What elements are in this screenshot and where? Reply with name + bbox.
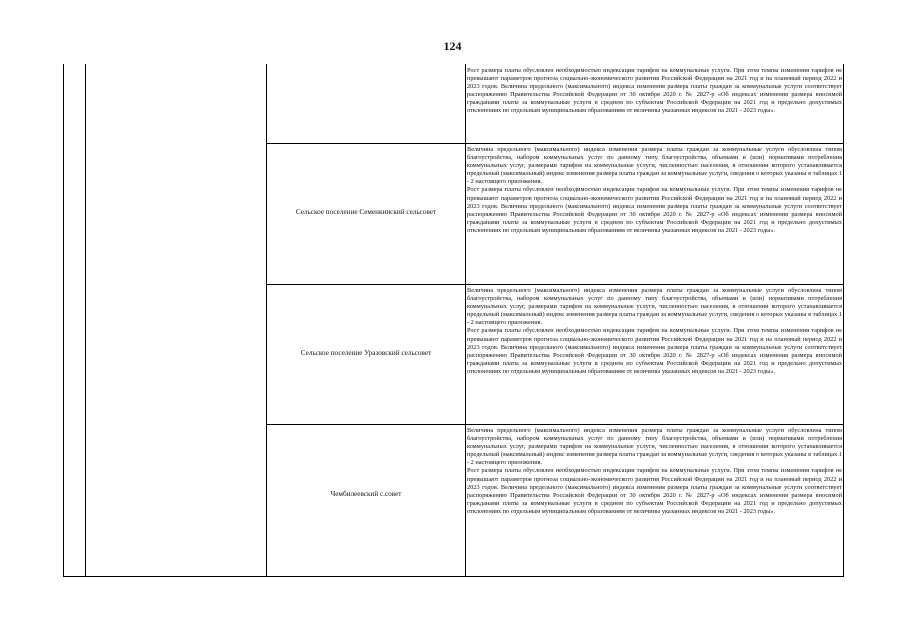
row-divider <box>266 424 844 425</box>
municipality-name: Чембилеевский с.совет <box>330 490 402 498</box>
municipality-name: Сельское поселение Семенкинский сельсовет <box>295 208 437 216</box>
paragraph: Рост размера платы обусловлен необходимостью индексации тарифов на коммунальные услуги. При этом темпы изменения тарифов не превышают параметров прогноза социально-экономического развития Российской Федерации на 2021 год и на плановый период 2022 и 2023 годов. Величина предельного (максимального) индекса изменения размера платы граждан за коммунальные услуги соответствует распоряжению Правительства Российской Федерации от 30 октября 2020 г. № 2827-р «Об индексах изменения размера вносимой гражданами платы за коммунальные услуги в среднем по субъектам Российской Федерации на 2021 год и предельно допустимых отклонениях по отдельным муниципальным образованиям от величины указанных индексов на 2021 - 2023 годы». <box>467 327 842 375</box>
table-column-divider <box>85 64 86 577</box>
paragraph: Рост размера платы обусловлен необходимостью индексации тарифов на коммунальные услуги. При этом темпы изменения тарифов не превышают параметров прогноза социально-экономического развития Российской Федерации на 2021 год и на плановый период 2022 и 2023 годов. Величина предельного (максимального) индекса изменения размера платы граждан за коммунальные услуги соответствует распоряжению Правительства Российской Федерации от 30 октября 2020 г. № 2827-р «Об индексах изменения размера вносимой гражданами платы за коммунальные услуги в среднем по субъектам Российской Федерации на 2021 год и предельно допустимых отклонениях по отдельным муниципальным образованиям от величины указанных индексов на 2021 - 2023 годы». <box>467 186 842 234</box>
document-table <box>63 64 844 577</box>
table-row-text <box>467 67 842 142</box>
table-border-right <box>843 64 844 577</box>
table-row-text <box>467 427 842 575</box>
row-divider <box>266 284 844 285</box>
table-column-divider <box>266 64 267 577</box>
paragraph: Величина предельного (максимального) индекса изменения размера платы граждан за коммунальные услуги обусловлена типом благоустройства, набором коммунальных услуг по данному типу благоустройства, объемами и (или) нормативами потребления коммунальных услуг, размерами тарифов на коммунальные услуги, численностью населения, в отношении которого устанавливается предельный (максимальный) индекс изменения размера платы граждан за коммунальные услуги, сведения о которых указаны в таблицах 1 - 2 настоящего приложения. <box>467 427 842 467</box>
table-row-text <box>467 146 842 283</box>
municipality-name: Сельское поселение Уразовский сельсовет <box>300 349 432 357</box>
paragraph: Величина предельного (максимального) индекса изменения размера платы граждан за коммунальные услуги обусловлена типом благоустройства, набором коммунальных услуг по данному типу благоустройства, объемами и (или) нормативами потребления коммунальных услуг, размерами тарифов на коммунальные услуги, численностью населения, в отношении которого устанавливается предельный (максимальный) индекс изменения размера платы граждан за коммунальные услуги, сведения о которых указаны в таблицах 1 - 2 настоящего приложения. <box>467 146 842 186</box>
table-border-left <box>63 64 64 577</box>
row-divider <box>266 143 844 144</box>
paragraph: Рост размера платы обусловлен необходимостью индексации тарифов на коммунальные услуги. При этом темпы изменения тарифов не превышают параметров прогноза социально-экономического развития Российской Федерации на 2021 год и на плановый период 2022 и 2023 годов. Величина предельного (максимального) индекса изменения размера платы граждан за коммунальные услуги соответствует распоряжению Правительства Российской Федерации от 30 октября 2020 г. № 2827-р «Об индексах изменения размера вносимой гражданами платы за коммунальные услуги в среднем по субъектам Российской Федерации на 2021 год и предельно допустимых отклонениях по отдельным муниципальным образованиям от величины указанных индексов на 2021 - 2023 годы». <box>467 467 842 515</box>
page-number: 124 <box>443 39 462 53</box>
table-border-bottom <box>63 576 844 577</box>
paragraph: Рост размера платы обусловлен необходимостью индексации тарифов на коммунальные услуги. При этом темпы изменения тарифов не превышают параметров прогноза социально-экономического развития Российской Федерации на 2021 год и на плановый период 2022 и 2023 годов. Величина предельного (максимального) индекса изменения размера платы граждан за коммунальные услуги соответствует распоряжению Правительства Российской Федерации от 30 октября 2020 г. № 2827-р «Об индексах изменения размера вносимой гражданами платы за коммунальные услуги в среднем по субъектам Российской Федерации на 2021 год и предельно допустимых отклонениях по отдельным муниципальным образованиям от величины указанных индексов на 2021 - 2023 годы». <box>467 67 842 115</box>
table-row-text <box>467 287 842 423</box>
paragraph: Величина предельного (максимального) индекса изменения размера платы граждан за коммунальные услуги обусловлена типом благоустройства, набором коммунальных услуг по данному типу благоустройства, объемами и (или) нормативами потребления коммунальных услуг, размерами тарифов на коммунальные услуги, численностью населения, в отношении которого устанавливается предельный (максимальный) индекс изменения размера платы граждан за коммунальные услуги, сведения о которых указаны в таблицах 1 - 2 настоящего приложения. <box>467 287 842 327</box>
table-column-divider <box>465 64 466 577</box>
